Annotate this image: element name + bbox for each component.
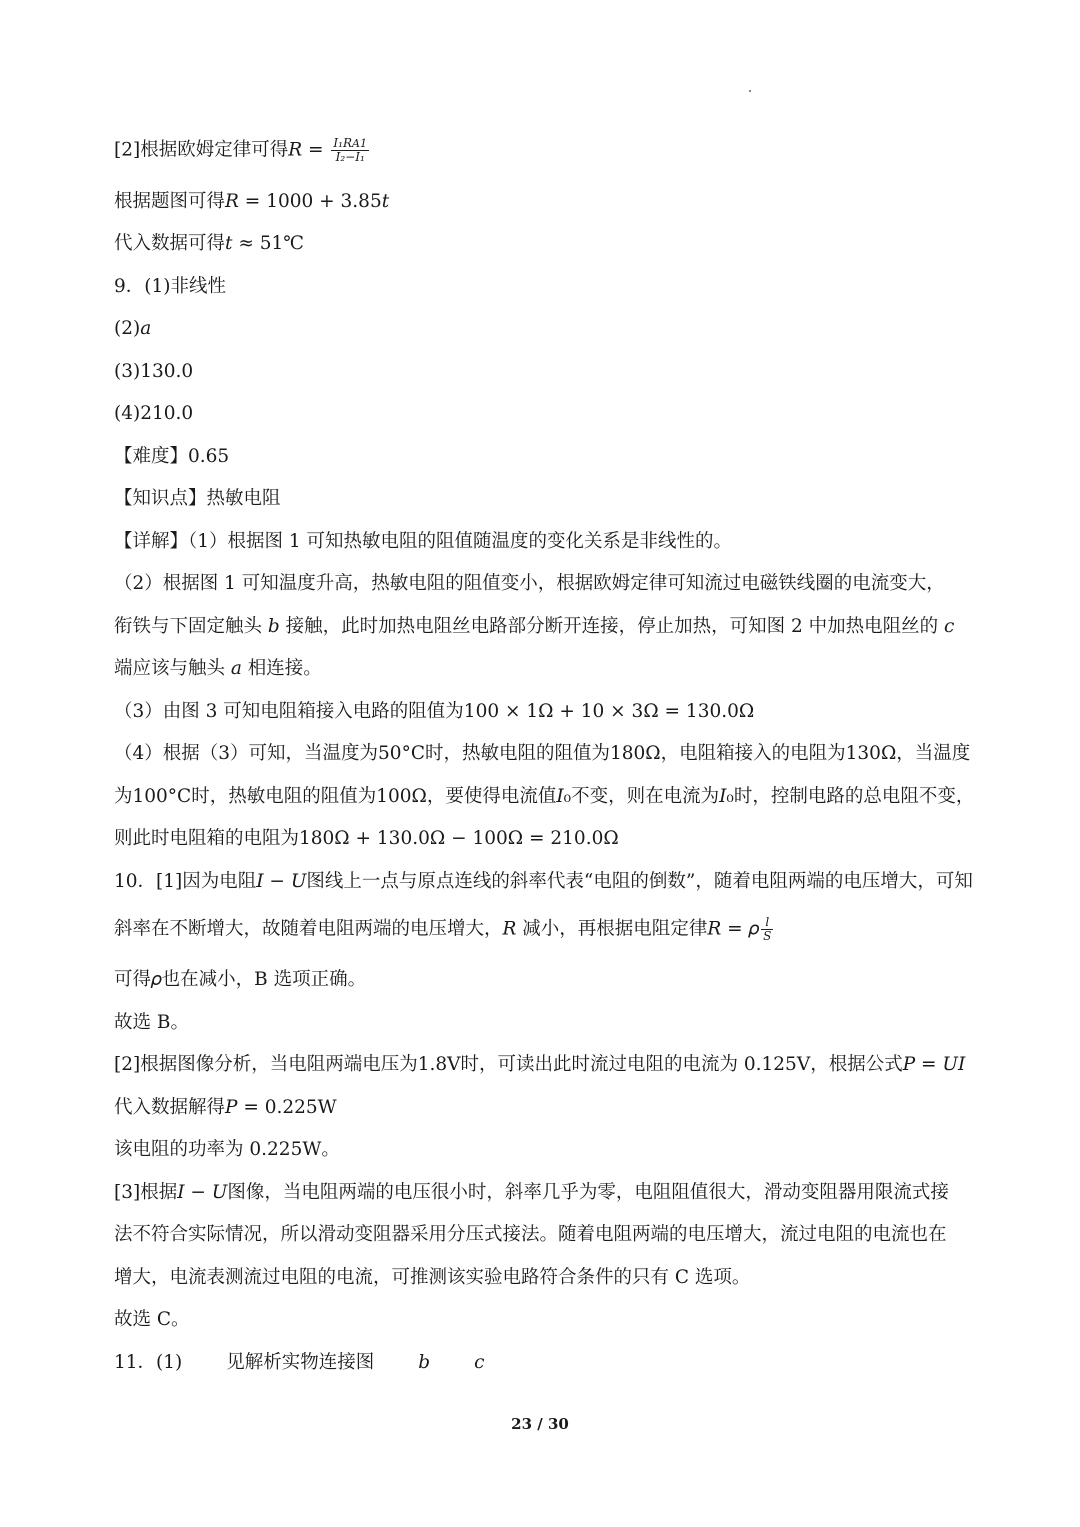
text-line-23: 代入数据解得𝑃 = 0.225W <box>114 1097 337 1118</box>
text-line-2: 根据题图可得𝑅 = 1000 + 3.85𝑡 <box>114 191 390 212</box>
text-line-5: (2)𝑎 <box>114 318 152 339</box>
text-line-19 <box>114 916 974 943</box>
text-line-12: 衔铁与下固定触头 𝑏 接触，此时加热电阻丝电路部分断开连接，停止加热，可知图 2 中加热电阻丝的 𝑐 <box>114 616 955 637</box>
scan-dot <box>749 90 751 92</box>
text-line-29 <box>114 1350 974 1376</box>
fraction-numerator: I₁R <box>333 136 353 150</box>
text-line-18: 10．[1]因为电阻𝐼 − 𝑈图线上一点与原点连线的斜率代表“电阻的倒数”，随着电阻两端的电压增大，可知 <box>114 871 973 892</box>
fraction-denominator: I₂−I₁ <box>335 150 365 164</box>
text-line-28: 故选 C。 <box>114 1309 190 1330</box>
text-line-27: 增大，电流表测流过电阻的电流，可推测该实验电路符合条件的只有 C 选项。 <box>114 1267 751 1288</box>
answer-c: 𝑐 <box>474 1352 485 1373</box>
answer-text: 见解析实物连接图 <box>226 1352 375 1373</box>
fraction-denominator: S <box>763 929 772 943</box>
text-line-4: 9．(1)非线性 <box>114 276 226 297</box>
text-line-26: 法不符合实际情况，所以滑动变阻器采用分压式接法。随着电阻两端的电压增大，流过电阻的电流也在 <box>114 1224 947 1245</box>
text-line-22: [2]根据图像分析，当电阻两端电压为1.8V时，可读出此时流过电阻的电流为 0.125V，根据公式𝑃 = 𝑈𝐼 <box>114 1054 966 1075</box>
fraction-numerator-sub: A1 <box>352 137 367 150</box>
text-line-11: （2）根据图 1 可知温度升高，热敏电阻的阻值变小，根据欧姆定律可知流过电磁铁线圈的电流变大， <box>114 573 945 594</box>
text-line-16: 为100°C时，热敏电阻的阻值为100Ω，要使得电流值𝐼₀不变，则在电流为𝐼₀时，控制电路的总电阻不变， <box>114 786 975 807</box>
text-line-25: [3]根据𝐼 − 𝑈图像，当电阻两端的电压很小时，斜率几乎为零，电阻阻值很大，滑动变阻器用限流式接 <box>114 1182 949 1203</box>
page-number: 23 / 30 <box>511 1415 569 1433</box>
text-line-3: 代入数据可得𝑡 ≈ 51℃ <box>114 233 304 254</box>
text-line-10: 【详解】（1）根据图 1 可知热敏电阻的阻值随温度的变化关系是非线性的。 <box>114 531 733 552</box>
text-line-20: 可得𝜌也在减小，B 选项正确。 <box>114 969 367 990</box>
question-number: 11．(1) <box>114 1352 183 1373</box>
text-line-8: 【难度】0.65 <box>114 446 230 467</box>
text-segment: 斜率在不断增大，故随着电阻两端的电压增大，𝑅 减小，再根据电阻定律𝑅 = 𝜌 <box>114 918 760 940</box>
text-line-17: 则此时电阻箱的电阻为180Ω + 130.0Ω − 100Ω = 210.0Ω <box>114 828 619 849</box>
math-segment: R = <box>288 139 330 161</box>
text-line-14: （3）由图 3 可知电阻箱接入电路的阻值为100 × 1Ω + 10 × 3Ω = 130.0Ω <box>114 701 755 722</box>
text-line-15: （4）根据（3）可知，当温度为50°C时，热敏电阻的阻值为180Ω，电阻箱接入的电阻为130Ω，当温度 <box>114 743 971 764</box>
text-line-1 <box>114 137 974 164</box>
answer-b: 𝑏 <box>418 1352 431 1373</box>
fraction <box>761 916 773 943</box>
text-segment: [2]根据欧姆定律可得 <box>114 139 289 161</box>
text-line-21: 故选 B。 <box>114 1012 189 1033</box>
text-line-6: (3)130.0 <box>114 361 194 382</box>
text-line-9: 【知识点】热敏电阻 <box>114 488 281 509</box>
fraction <box>331 137 369 164</box>
text-line-24: 该电阻的功率为 0.225W。 <box>114 1139 340 1160</box>
fraction-numerator: l <box>761 916 773 930</box>
text-line-13: 端应该与触头 𝑎 相连接。 <box>114 658 322 679</box>
text-line-7: (4)210.0 <box>114 403 194 424</box>
